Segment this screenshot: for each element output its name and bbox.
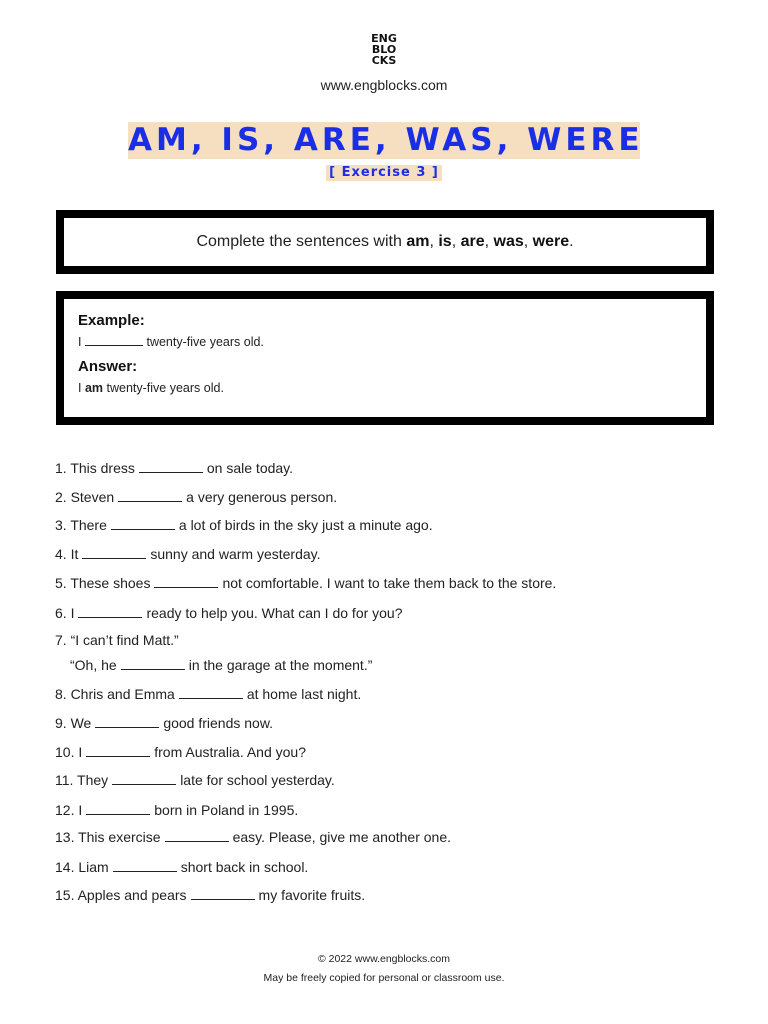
answer-blank[interactable] (111, 529, 175, 530)
engblocks-logo: ENG BLO CKS (371, 32, 397, 67)
question-6: 6. I ready to help you. What can I do for you? (55, 605, 403, 621)
example-sentence: I twenty-five years old. (78, 335, 264, 349)
question-14: 14. Liam short back in school. (55, 859, 309, 875)
question-10: 10. I from Australia. And you? (55, 744, 307, 760)
answer-blank[interactable] (118, 501, 182, 502)
footer-license: May be freely copied for personal or classroom use. (263, 972, 505, 984)
question-15: 15. Apples and pears my favorite fruits. (55, 887, 366, 903)
question-7-line-2: “Oh, he in the garage at the moment.” (70, 657, 373, 673)
answer-blank[interactable] (113, 871, 177, 872)
answer-blank[interactable] (179, 698, 243, 699)
instruction-text: Complete the sentences with am, is, are, was, were. (196, 233, 574, 250)
answer-label: Answer: (78, 358, 138, 375)
question-1: 1. This dress on sale today. (55, 460, 294, 476)
question-3: 3. There a lot of birds in the sky just a minute ago. (55, 517, 433, 533)
answer-blank[interactable] (78, 617, 142, 618)
question-2: 2. Steven a very generous person. (55, 489, 338, 505)
example-box (56, 291, 714, 425)
question-4: 4. It sunny and warm yesterday. (55, 546, 321, 562)
site-url: www.engblocks.com (320, 77, 448, 93)
answer-blank (85, 345, 143, 346)
question-5: 5. These shoes not comfortable. I want to take them back to the store. (55, 575, 557, 591)
answer-blank[interactable] (86, 814, 150, 815)
exercise-subtitle: [ Exercise 3 ] (326, 165, 442, 181)
answer-blank[interactable] (95, 727, 159, 728)
answer-blank[interactable] (139, 472, 203, 473)
question-8: 8. Chris and Emma at home last night. (55, 686, 362, 702)
answer-blank[interactable] (191, 899, 255, 900)
answer-blank[interactable] (165, 841, 229, 842)
footer-copyright: © 2022 www.engblocks.com (317, 953, 451, 965)
answer-blank[interactable] (112, 784, 176, 785)
question-12: 12. I born in Poland in 1995. (55, 802, 299, 818)
question-7-line-1: 7. “I can’t find Matt.” (55, 632, 179, 648)
example-label: Example: (78, 312, 145, 329)
answer-blank[interactable] (121, 669, 185, 670)
question-13: 13. This exercise easy. Please, give me another one. (55, 829, 452, 845)
instruction-box (56, 210, 714, 274)
question-9: 9. We good friends now. (55, 715, 274, 731)
answer-sentence: I am twenty-five years old. (78, 381, 224, 395)
answer-blank[interactable] (82, 558, 146, 559)
question-11: 11. They late for school yesterday. (55, 772, 335, 788)
answer-blank[interactable] (154, 587, 218, 588)
answer-blank[interactable] (86, 756, 150, 757)
page-title: AM, IS, ARE, WAS, WERE (128, 122, 644, 158)
